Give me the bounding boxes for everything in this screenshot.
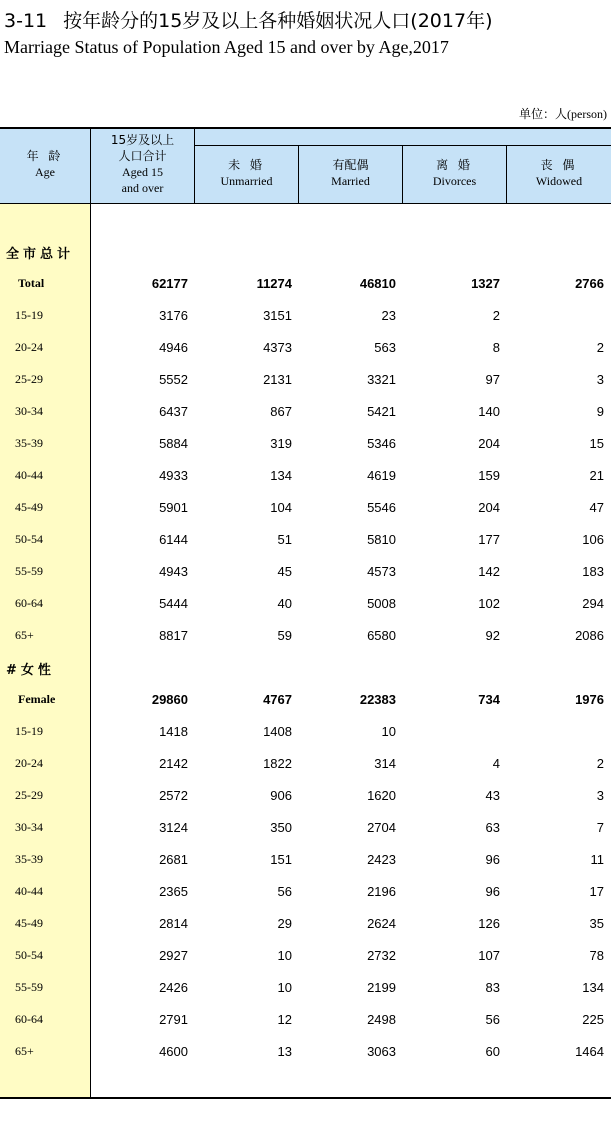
cell-total: 4600 <box>159 1044 188 1059</box>
table-number: 3-11 <box>4 10 48 32</box>
header-total <box>91 132 194 196</box>
header-age <box>0 148 90 180</box>
cell-married: 2732 <box>367 948 396 963</box>
cell-married: 314 <box>374 756 396 771</box>
cell-widowed: 294 <box>582 596 604 611</box>
cell-unmarried: 12 <box>277 1012 292 1027</box>
cell-total: 29860 <box>151 692 188 707</box>
cell-total: 4946 <box>159 340 188 355</box>
row-age-label: 20-24 <box>15 340 43 354</box>
cell-total: 3176 <box>159 308 188 323</box>
cell-divorces: 140 <box>478 404 500 419</box>
unit-label: 单位：人(person) <box>519 107 607 121</box>
cell-unmarried: 104 <box>270 500 292 515</box>
row-age-label: 15-19 <box>15 724 43 738</box>
cell-total: 2142 <box>159 756 188 771</box>
cell-divorces: 56 <box>485 1012 500 1027</box>
cell-widowed: 15 <box>589 436 604 451</box>
cell-widowed: 2086 <box>575 628 604 643</box>
header-widowed-en: Widowed <box>535 174 583 188</box>
cell-divorces: 126 <box>478 916 500 931</box>
cell-married: 5810 <box>367 532 396 547</box>
row-age-label: 60-64 <box>15 1012 43 1026</box>
table-row <box>0 1035 611 1067</box>
cell-widowed: 1976 <box>575 692 604 707</box>
row-age-label: 45-49 <box>15 916 43 930</box>
cell-married: 3321 <box>367 372 396 387</box>
cell-unmarried: 56 <box>277 884 292 899</box>
table-title-en: Marriage Status of Population Aged 15 and over by Age,2017 <box>4 37 449 57</box>
cell-unmarried: 906 <box>270 788 292 803</box>
cell-widowed: 106 <box>582 532 604 547</box>
cell-widowed: 17 <box>589 884 604 899</box>
cell-widowed: 35 <box>589 916 604 931</box>
cell-total: 5444 <box>159 596 188 611</box>
cell-unmarried: 10 <box>277 980 292 995</box>
table-row <box>0 331 611 363</box>
cell-divorces: 734 <box>478 692 500 707</box>
cell-divorces: 4 <box>492 756 500 771</box>
cell-total: 2365 <box>159 884 188 899</box>
row-age-label: 40-44 <box>15 468 43 482</box>
cell-married: 1620 <box>367 788 396 803</box>
cell-total: 6437 <box>159 404 188 419</box>
header-divorces-cn: 离 婚 <box>436 158 473 172</box>
cell-unmarried: 3151 <box>263 308 292 323</box>
cell-married: 5008 <box>367 596 396 611</box>
cell-unmarried: 11274 <box>256 276 292 291</box>
cell-married: 22383 <box>359 692 396 707</box>
table-row <box>0 907 611 939</box>
cell-unmarried: 59 <box>277 628 292 643</box>
cell-married: 4573 <box>367 564 396 579</box>
cell-total: 6144 <box>159 532 188 547</box>
cell-unmarried: 40 <box>277 596 292 611</box>
cell-married: 10 <box>381 724 396 739</box>
cell-widowed: 9 <box>596 404 604 419</box>
cell-married: 2704 <box>367 820 396 835</box>
row-age-label: 65+ <box>15 628 34 642</box>
table-row <box>0 363 611 395</box>
cell-divorces: 177 <box>478 532 500 547</box>
table-row <box>0 299 611 331</box>
cell-unmarried: 2131 <box>263 372 292 387</box>
cell-widowed: 3 <box>596 788 604 803</box>
cell-total: 8817 <box>159 628 188 643</box>
cell-married: 5346 <box>367 436 396 451</box>
table-row <box>0 939 611 971</box>
table-row <box>0 427 611 459</box>
cell-divorces: 63 <box>485 820 500 835</box>
cell-widowed: 1464 <box>575 1044 604 1059</box>
row-age-label: 35-39 <box>15 436 43 450</box>
cell-widowed: 2766 <box>575 276 604 291</box>
row-age-label: 35-39 <box>15 852 43 866</box>
table-row <box>0 779 611 811</box>
cell-married: 563 <box>374 340 396 355</box>
header-widowed <box>507 157 611 189</box>
row-age-label: 30-34 <box>15 820 43 834</box>
cell-divorces: 204 <box>478 500 500 515</box>
cell-widowed: 183 <box>582 564 604 579</box>
cell-married: 2199 <box>367 980 396 995</box>
table-row <box>0 459 611 491</box>
table-row <box>0 491 611 523</box>
cell-divorces: 97 <box>485 372 500 387</box>
cell-divorces: 1327 <box>471 276 500 291</box>
table-row <box>0 267 611 299</box>
header-married-cn: 有配偶 <box>332 158 369 172</box>
row-age-label: 15-19 <box>15 308 43 322</box>
row-age-label: Total <box>18 276 45 290</box>
cell-unmarried: 151 <box>270 852 292 867</box>
cell-unmarried: 51 <box>277 532 292 547</box>
cell-divorces: 107 <box>478 948 500 963</box>
table-row <box>0 587 611 619</box>
row-age-label: 40-44 <box>15 884 43 898</box>
row-age-label: 50-54 <box>15 532 43 546</box>
cell-unmarried: 45 <box>277 564 292 579</box>
cell-divorces: 159 <box>478 468 500 483</box>
cell-divorces: 96 <box>485 884 500 899</box>
cell-divorces: 92 <box>485 628 500 643</box>
row-age-label: 55-59 <box>15 980 43 994</box>
header-unmarried-cn: 未 婚 <box>228 158 265 172</box>
section-label-all-city: 全市总计 <box>6 247 75 262</box>
header-unmarried <box>195 157 298 189</box>
table-row <box>0 523 611 555</box>
table-row <box>0 875 611 907</box>
cell-married: 46810 <box>359 276 396 291</box>
header-married-en: Married <box>331 174 370 188</box>
cell-divorces: 83 <box>485 980 500 995</box>
table-row <box>0 555 611 587</box>
cell-total: 2791 <box>159 1012 188 1027</box>
table-title-cn <box>4 6 492 33</box>
cell-married: 2423 <box>367 852 396 867</box>
header-divorces <box>403 157 506 189</box>
header-total-cn-1: 15岁及以上 <box>110 133 175 147</box>
cell-unmarried: 319 <box>270 436 292 451</box>
cell-divorces: 2 <box>492 308 500 323</box>
table-row <box>0 395 611 427</box>
row-age-label: 65+ <box>15 1044 34 1058</box>
cell-unmarried: 1822 <box>263 756 292 771</box>
cell-married: 5546 <box>367 500 396 515</box>
row-age-label: 60-64 <box>15 596 43 610</box>
table-row <box>0 1003 611 1035</box>
cell-married: 5421 <box>367 404 396 419</box>
header-total-en-1: Aged 15 <box>122 165 163 179</box>
cell-unmarried: 10 <box>277 948 292 963</box>
cell-total: 2572 <box>159 788 188 803</box>
row-age-label: 30-34 <box>15 404 43 418</box>
cell-widowed: 47 <box>589 500 604 515</box>
cell-widowed: 21 <box>589 468 604 483</box>
row-age-label: Female <box>18 692 56 706</box>
cell-total: 2814 <box>159 916 188 931</box>
row-age-label: 25-29 <box>15 372 43 386</box>
header-married <box>299 157 402 189</box>
cell-total: 4933 <box>159 468 188 483</box>
cell-divorces: 43 <box>485 788 500 803</box>
cell-total: 4943 <box>159 564 188 579</box>
cell-divorces: 8 <box>492 340 500 355</box>
cell-total: 2426 <box>159 980 188 995</box>
cell-married: 2196 <box>367 884 396 899</box>
cell-unmarried: 4767 <box>263 692 292 707</box>
table-row <box>0 619 611 651</box>
cell-widowed: 225 <box>582 1012 604 1027</box>
header-total-cn-2: 人口合计 <box>118 149 167 163</box>
table-row <box>0 843 611 875</box>
table-row <box>0 715 611 747</box>
cell-married: 4619 <box>367 468 396 483</box>
row-age-label: 45-49 <box>15 500 43 514</box>
cell-unmarried: 4373 <box>263 340 292 355</box>
table-row <box>0 747 611 779</box>
header-age-en: Age <box>35 165 55 179</box>
cell-divorces: 96 <box>485 852 500 867</box>
cell-unmarried: 29 <box>277 916 292 931</box>
cell-divorces: 142 <box>478 564 500 579</box>
cell-widowed: 134 <box>582 980 604 995</box>
table-bottom-rule <box>0 1097 611 1099</box>
row-age-label: 20-24 <box>15 756 43 770</box>
cell-married: 3063 <box>367 1044 396 1059</box>
table-row <box>0 683 611 715</box>
cell-divorces: 204 <box>478 436 500 451</box>
cell-total: 5552 <box>159 372 188 387</box>
cell-total: 1418 <box>159 724 188 739</box>
cell-married: 23 <box>381 308 396 323</box>
cell-unmarried: 1408 <box>263 724 292 739</box>
cell-unmarried: 867 <box>270 404 292 419</box>
title-cn-text: 按年龄分的15岁及以上各种婚姻状况人口(2017年) <box>63 10 493 32</box>
table-top-rule <box>0 127 611 129</box>
cell-total: 5901 <box>159 500 188 515</box>
row-age-label: 25-29 <box>15 788 43 802</box>
cell-total: 2681 <box>159 852 188 867</box>
cell-widowed: 2 <box>596 756 604 771</box>
row-age-label: 50-54 <box>15 948 43 962</box>
cell-divorces: 60 <box>485 1044 500 1059</box>
cell-married: 2498 <box>367 1012 396 1027</box>
cell-unmarried: 350 <box>270 820 292 835</box>
header-bottom-rule <box>0 203 611 204</box>
cell-unmarried: 13 <box>277 1044 292 1059</box>
header-age-cn: 年 龄 <box>26 149 64 163</box>
cell-widowed: 78 <box>589 948 604 963</box>
header-divorces-en: Divorces <box>432 174 477 188</box>
cell-married: 6580 <box>367 628 396 643</box>
cell-married: 2624 <box>367 916 396 931</box>
cell-total: 3124 <box>159 820 188 835</box>
cell-divorces: 102 <box>478 596 500 611</box>
cell-total: 5884 <box>159 436 188 451</box>
cell-widowed: 11 <box>590 852 604 867</box>
cell-total: 62177 <box>151 276 188 291</box>
section-label-female: #女性 <box>6 663 55 678</box>
cell-total: 2927 <box>159 948 188 963</box>
cell-unmarried: 134 <box>270 468 292 483</box>
cell-widowed: 2 <box>596 340 604 355</box>
header-widowed-cn: 丧 偶 <box>540 158 578 172</box>
cell-widowed: 3 <box>596 372 604 387</box>
header-unmarried-en: Unmarried <box>220 174 273 188</box>
table-row <box>0 811 611 843</box>
table-row <box>0 971 611 1003</box>
cell-widowed: 7 <box>596 820 604 835</box>
row-age-label: 55-59 <box>15 564 43 578</box>
header-total-en-2: and over <box>121 181 164 195</box>
